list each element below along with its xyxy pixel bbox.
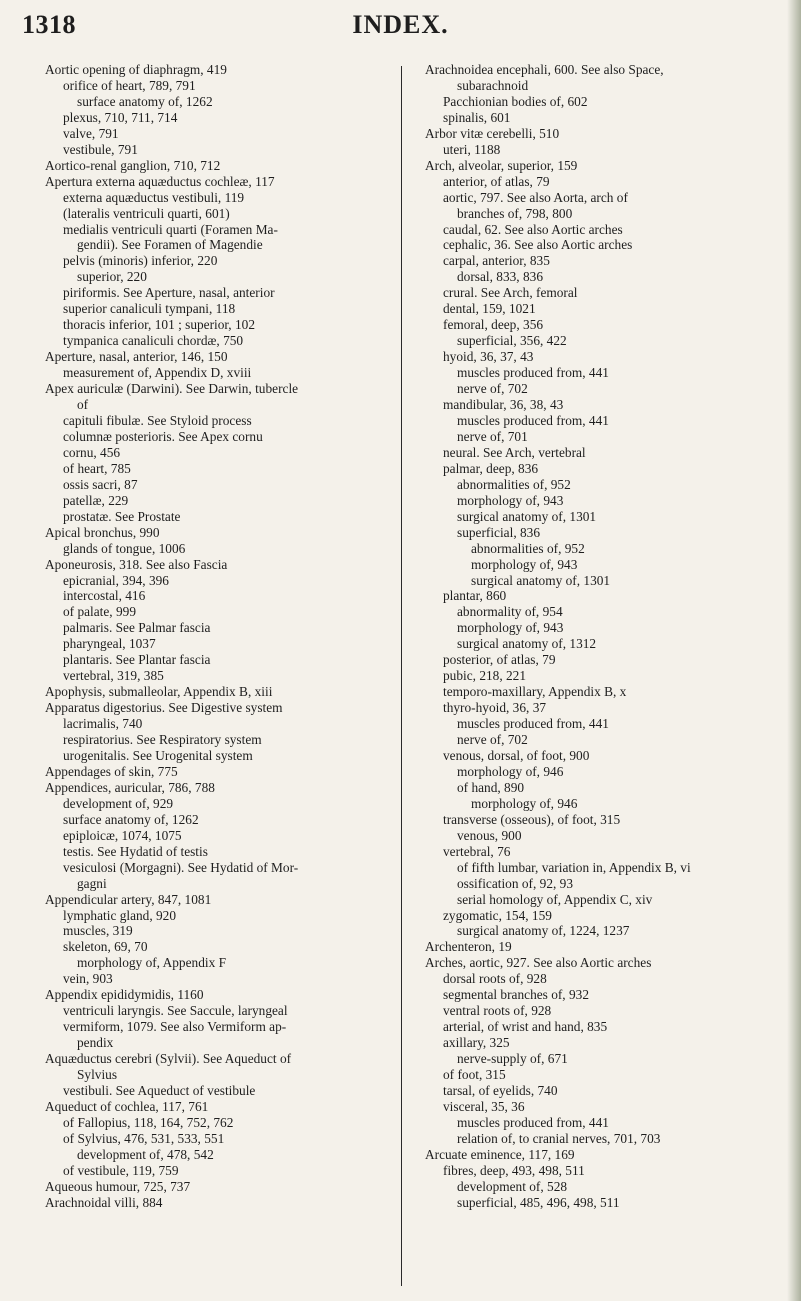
index-entry: Aortico-renal ganglion, 710, 712	[45, 157, 221, 173]
index-entry: of Fallopius, 118, 164, 752, 762	[63, 1114, 234, 1130]
index-entry: aortic, 797. See also Aorta, arch of	[443, 189, 628, 205]
index-entry: valve, 791	[63, 125, 119, 141]
index-entry: ossis sacri, 87	[63, 476, 138, 492]
index-entry: of vestibule, 119, 759	[63, 1162, 179, 1178]
column-divider	[401, 66, 402, 1286]
index-entry: vein, 903	[63, 971, 113, 987]
index-entry: arterial, of wrist and hand, 835	[443, 1019, 608, 1035]
index-entry: Arachnoidal villi, 884	[45, 1194, 163, 1210]
index-entry: of palate, 999	[63, 604, 136, 620]
index-entry: morphology of, 943	[471, 556, 578, 572]
index-entry: subarachnoid	[457, 77, 529, 93]
index-entry: neural. See Arch, vertebral	[443, 444, 586, 460]
index-entry: nerve of, 702	[457, 732, 528, 748]
index-entry: Aponeurosis, 318. See also Fascia	[45, 556, 228, 572]
index-column-right	[425, 62, 775, 1211]
index-entry: testis. See Hydatid of testis	[63, 843, 208, 859]
index-entry: Apparatus digestorius. See Digestive system	[45, 700, 283, 716]
index-entry: epiploicæ, 1074, 1075	[63, 827, 182, 843]
index-entry: cornu, 456	[63, 444, 121, 460]
index-entry: thoracis inferior, 101 ; superior, 102	[63, 317, 255, 333]
index-column-left	[45, 62, 380, 1211]
index-entry: palmar, deep, 836	[443, 460, 539, 476]
index-entry: Aqueduct of cochlea, 117, 761	[45, 1098, 209, 1114]
index-entry: Apophysis, submalleolar, Appendix B, xiii	[45, 684, 273, 700]
index-entry: capituli fibulæ. See Styloid process	[63, 412, 252, 428]
index-entry: plexus, 710, 711, 714	[63, 109, 178, 125]
index-entry: carpal, anterior, 835	[443, 253, 550, 269]
index-entry: Aqueous humour, 725, 737	[45, 1178, 191, 1194]
index-entry: plantar, 860	[443, 588, 507, 604]
index-entry: anterior, of atlas, 79	[443, 173, 550, 189]
index-entry: of hand, 890	[457, 779, 525, 795]
index-entry: (lateralis ventriculi quarti, 601)	[63, 205, 230, 221]
index-entry: visceral, 35, 36	[443, 1098, 525, 1114]
index-entry: tarsal, of eyelids, 740	[443, 1083, 558, 1098]
index-entry: of heart, 785	[63, 460, 131, 476]
index-entry: femoral, deep, 356	[443, 317, 544, 333]
index-entry: muscles produced from, 441	[457, 716, 609, 732]
page-title: INDEX.	[352, 10, 449, 39]
index-entry: vestibule, 791	[63, 141, 138, 157]
index-entry: morphology of, 946	[471, 795, 578, 811]
index-entry: caudal, 62. See also Aortic arches	[443, 221, 623, 237]
index-entry: morphology of, Appendix F	[77, 955, 227, 971]
index-entry: uteri, 1188	[443, 141, 501, 157]
index-entry: surgical anatomy of, 1224, 1237	[457, 923, 630, 939]
index-entry: patellæ, 229	[63, 492, 129, 508]
index-entry: of	[77, 397, 89, 413]
index-entry: segmental branches of, 932	[443, 987, 589, 1003]
index-entry: Arch, alveolar, superior, 159	[425, 157, 578, 173]
index-entry: hyoid, 36, 37, 43	[443, 349, 534, 365]
index-entry: abnormalities of, 952	[457, 476, 571, 492]
index-entry: muscles, 319	[63, 923, 133, 939]
index-entry: Apical bronchus, 990	[45, 524, 160, 540]
index-entry: abnormalities of, 952	[471, 540, 585, 556]
index-entry: pubic, 218, 221	[443, 668, 527, 684]
index-entry: pendix	[77, 1035, 114, 1051]
index-entry: medialis ventriculi quarti (Foramen Ma-	[63, 221, 278, 237]
index-entry: posterior, of atlas, 79	[443, 652, 556, 668]
index-entry: nerve-supply of, 671	[457, 1051, 568, 1067]
index-entry: cephalic, 36. See also Aortic arches	[443, 237, 633, 253]
index-entry: lacrimalis, 740	[63, 716, 143, 732]
index-entry: lymphatic gland, 920	[63, 907, 177, 923]
page-edge-shadow	[787, 0, 801, 1301]
index-entry: Aortic opening of diaphragm, 419	[45, 62, 227, 77]
index-entry: muscles produced from, 441	[457, 1114, 609, 1130]
index-entry: pelvis (minoris) inferior, 220	[63, 253, 218, 269]
index-entry: ossification of, 92, 93	[457, 875, 574, 891]
index-entry: ventriculi laryngis. See Saccule, laryngeal	[63, 1003, 288, 1019]
index-entry: of fifth lumbar, variation in, Appendix B, vi	[457, 859, 691, 875]
index-entry: Arches, aortic, 927. See also Aortic arches	[425, 955, 652, 971]
page-number: 1318	[22, 10, 76, 39]
index-entry: mandibular, 36, 38, 43	[443, 397, 564, 413]
index-entry: surgical anatomy of, 1312	[457, 636, 597, 652]
index-entry: superior canaliculi tympani, 118	[63, 301, 236, 317]
index-entry: columnæ posterioris. See Apex cornu	[63, 428, 263, 444]
index-entry: vesiculosi (Morgagni). See Hydatid of Mor-	[63, 859, 299, 875]
index-entry: dorsal, 833, 836	[457, 269, 543, 285]
index-entry: spinalis, 601	[443, 109, 511, 125]
index-entry: Apex auriculæ (Darwini). See Darwin, tubercle	[45, 381, 299, 397]
index-entry: Arcuate eminence, 117, 169	[425, 1146, 575, 1162]
index-entry: surface anatomy of, 1262	[63, 811, 199, 827]
index-entry: Pacchionian bodies of, 602	[443, 93, 588, 109]
index-entry: Apertura externa aquæductus cochleæ, 117	[45, 173, 275, 189]
index-entry: orifice of heart, 789, 791	[63, 77, 196, 93]
index-entry: vertebral, 319, 385	[63, 668, 164, 684]
index-entry: externa aquæductus vestibuli, 119	[63, 189, 245, 205]
index-entry: plantaris. See Plantar fascia	[63, 652, 211, 668]
index-entry: dental, 159, 1021	[443, 301, 536, 317]
index-entry: Appendix epididymidis, 1160	[45, 987, 204, 1003]
index-entry: thyro-hyoid, 36, 37	[443, 700, 547, 716]
index-entry: temporo-maxillary, Appendix B, x	[443, 684, 627, 700]
index-entry: venous, dorsal, of foot, 900	[443, 747, 590, 763]
index-entry: superior, 220	[77, 269, 147, 285]
page-header	[22, 10, 779, 44]
index-entry: surgical anatomy of, 1301	[457, 508, 597, 524]
index-entry: morphology of, 946	[457, 763, 564, 779]
index-entry: Appendicular artery, 847, 1081	[45, 891, 212, 907]
index-entry: of Sylvius, 476, 531, 533, 551	[63, 1130, 225, 1146]
index-entry: venous, 900	[457, 827, 522, 843]
index-entry: zygomatic, 154, 159	[443, 907, 552, 923]
index-entry: piriformis. See Aperture, nasal, anterior	[63, 285, 275, 301]
index-entry: Arbor vitæ cerebelli, 510	[425, 125, 560, 141]
index-entry: intercostal, 416	[63, 588, 146, 604]
index-entry: skeleton, 69, 70	[63, 939, 148, 955]
index-entry: muscles produced from, 441	[457, 412, 609, 428]
index-entry: prostatæ. See Prostate	[63, 508, 181, 524]
index-entry: gagni	[77, 875, 107, 891]
index-entry: palmaris. See Palmar fascia	[63, 620, 211, 636]
index-entry: tympanica canaliculi chordæ, 750	[63, 333, 244, 349]
index-entry: surgical anatomy of, 1301	[471, 572, 611, 588]
index-entry: fibres, deep, 493, 498, 511	[443, 1162, 585, 1178]
index-entry: muscles produced from, 441	[457, 365, 609, 381]
index-entry: vermiform, 1079. See also Vermiform ap-	[63, 1019, 287, 1035]
index-entry: respiratorius. See Respiratory system	[63, 732, 262, 748]
index-entry: Appendices, auricular, 786, 788	[45, 779, 215, 795]
index-entry: transverse (osseous), of foot, 315	[443, 811, 621, 827]
index-entry: serial homology of, Appendix C, xiv	[457, 891, 653, 907]
index-entry: of foot, 315	[443, 1067, 506, 1083]
index-entry: axillary, 325	[443, 1035, 510, 1051]
index-entry: urogenitalis. See Urogenital system	[63, 747, 253, 763]
index-entry: epicranial, 394, 396	[63, 572, 169, 588]
index-entry: dorsal roots of, 928	[443, 971, 547, 987]
index-entry: Archenteron, 19	[425, 939, 512, 955]
index-entry: Aquæductus cerebri (Sylvii). See Aqueduct of	[45, 1051, 292, 1067]
index-entry: development of, 929	[63, 795, 174, 811]
index-entry: vestibuli. See Aqueduct of vestibule	[63, 1083, 256, 1098]
index-entry: Aperture, nasal, anterior, 146, 150	[45, 349, 228, 365]
index-entry: ventral roots of, 928	[443, 1003, 552, 1019]
index-entry: development of, 478, 542	[77, 1146, 214, 1162]
index-entry: branches of, 798, 800	[457, 205, 573, 221]
index-entry: measurement of, Appendix D, xviii	[63, 365, 252, 381]
index-entry: surface anatomy of, 1262	[77, 93, 213, 109]
index-entry: vertebral, 76	[443, 843, 511, 859]
index-entry: superficial, 356, 422	[457, 333, 567, 349]
index-entry: abnormality of, 954	[457, 604, 563, 620]
index-entry: glands of tongue, 1006	[63, 540, 186, 556]
index-entry: Appendages of skin, 775	[45, 763, 178, 779]
index-entry: morphology of, 943	[457, 620, 564, 636]
index-entry: Arachnoidea encephali, 600. See also Space,	[425, 62, 664, 77]
index-entry: morphology of, 943	[457, 492, 564, 508]
index-entry: superficial, 485, 496, 498, 511	[457, 1194, 620, 1210]
index-entry: nerve of, 702	[457, 381, 528, 397]
index-entry: nerve of, 701	[457, 428, 528, 444]
index-entry: superficial, 836	[457, 524, 541, 540]
index-entry: relation of, to cranial nerves, 701, 703	[457, 1130, 661, 1146]
index-entry: development of, 528	[457, 1178, 568, 1194]
index-entry: pharyngeal, 1037	[63, 636, 156, 652]
index-entry: gendii). See Foramen of Magendie	[77, 237, 263, 253]
index-entry: crural. See Arch, femoral	[443, 285, 578, 301]
index-entry: Sylvius	[77, 1067, 118, 1083]
